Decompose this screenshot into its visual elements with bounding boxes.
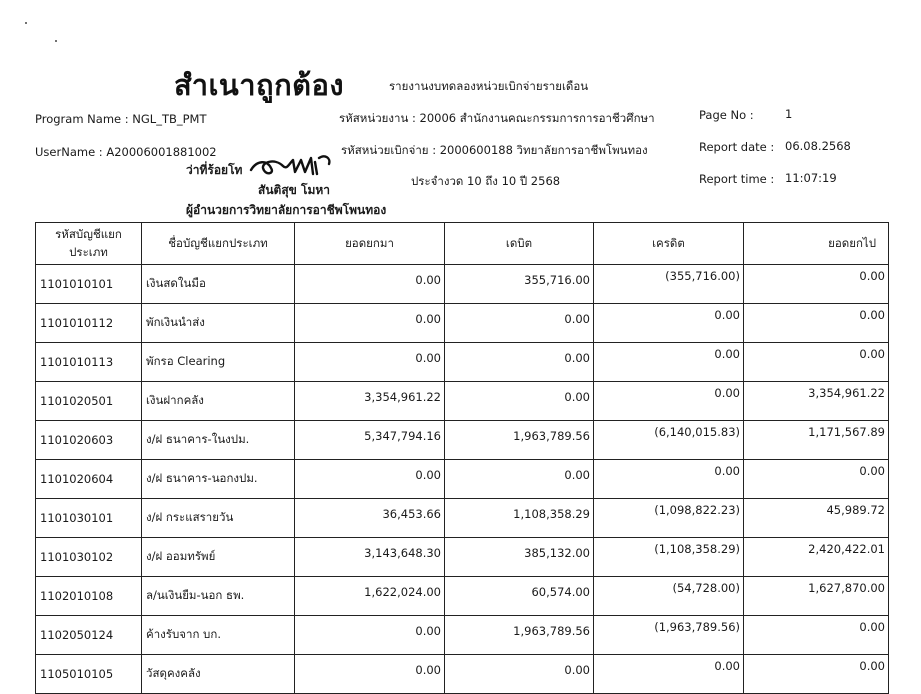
table-row [36,265,889,304]
carried-forward-cell: 1,627,870.00 [744,577,889,616]
account-code-cell: 1101010113 [36,343,142,382]
account-code-cell: 1102050124 [36,616,142,655]
report-period: ประจำงวด 10 ถึง 10 ปี 2568 [411,174,561,188]
disbursing-unit-line: รหัสหน่วยเบิกจ่าย : 2000600188 วิทยาลัยการอาชีพโพนทอง [341,143,648,157]
brought-forward-cell: 36,453.66 [295,499,445,538]
account-name-cell: พักเงินนำส่ง [142,304,295,343]
credit-cell: 0.00 [594,655,744,694]
page-no-value: 1 [785,107,793,121]
account-code-cell: 1101020603 [36,421,142,460]
program-name: Program Name : NGL_TB_PMT [35,112,207,126]
account-name-cell: วัสดุคงคลัง [142,655,295,694]
debit-cell: 60,574.00 [445,577,594,616]
credit-cell: 0.00 [594,460,744,499]
report-time-label: Report time : [699,172,775,186]
report-title: รายงานงบทดลองหน่วยเบิกจ่ายรายเดือน [389,79,589,93]
credit-cell: (1,108,358.29) [594,538,744,577]
brought-forward-cell: 0.00 [295,265,445,304]
account-name-cell: ง/ฝ ธนาคาร-ในงปม. [142,421,295,460]
carried-forward-cell: 0.00 [744,655,889,694]
scan-speck [55,40,57,42]
carried-forward-cell: 0.00 [744,616,889,655]
account-code-cell: 1101020604 [36,460,142,499]
scan-speck [25,22,27,24]
carried-forward-cell: 0.00 [744,343,889,382]
table-row [36,421,889,460]
header-debit: เดบิต [445,223,594,265]
brought-forward-cell: 3,143,648.30 [295,538,445,577]
header-account-code: รหัสบัญชีแยกประเภท [36,223,142,265]
table-row [36,499,889,538]
debit-cell: 1,963,789.56 [445,421,594,460]
debit-cell: 1,963,789.56 [445,616,594,655]
table-row [36,382,889,421]
table-row [36,460,889,499]
brought-forward-cell: 0.00 [295,655,445,694]
credit-cell: (355,716.00) [594,265,744,304]
brought-forward-cell: 3,354,961.22 [295,382,445,421]
debit-cell: 0.00 [445,460,594,499]
header-credit: เครดิต [594,223,744,265]
carried-forward-cell: 0.00 [744,460,889,499]
header-brought-forward: ยอดยกมา [295,223,445,265]
credit-cell: (1,098,822.23) [594,499,744,538]
account-name-cell: เงินฝากคลัง [142,382,295,421]
credit-cell: 0.00 [594,382,744,421]
table-row [36,577,889,616]
table-row [36,655,889,694]
account-code-cell: 1101030101 [36,499,142,538]
debit-cell: 0.00 [445,343,594,382]
report-time-value: 11:07:19 [785,171,837,185]
account-code-cell: 1105010105 [36,655,142,694]
debit-cell: 1,108,358.29 [445,499,594,538]
brought-forward-cell: 0.00 [295,460,445,499]
debit-cell: 0.00 [445,304,594,343]
debit-cell: 385,132.00 [445,538,594,577]
brought-forward-cell: 0.00 [295,343,445,382]
credit-cell: (6,140,015.83) [594,421,744,460]
credit-cell: (54,728.00) [594,577,744,616]
trial-balance-table [35,222,889,694]
table-row [36,304,889,343]
header-account-name: ชื่อบัญชีแยกประเภท [142,223,295,265]
account-name-cell: ง/ฝ ธนาคาร-นอกงปม. [142,460,295,499]
account-name-cell: ง/ฝ กระแสรายวัน [142,499,295,538]
debit-cell: 0.00 [445,655,594,694]
carried-forward-cell: 45,989.72 [744,499,889,538]
account-code-cell: 1101030102 [36,538,142,577]
carried-forward-cell: 2,420,422.01 [744,538,889,577]
account-name-cell: เงินสดในมือ [142,265,295,304]
signature [245,152,335,180]
report-date-label: Report date : [699,140,775,154]
credit-cell: 0.00 [594,343,744,382]
account-name-cell: ง/ฝ ออมทรัพย์ [142,538,295,577]
carried-forward-cell: 0.00 [744,304,889,343]
carried-forward-cell: 1,171,567.89 [744,421,889,460]
account-code-cell: 1101010112 [36,304,142,343]
credit-cell: (1,963,789.56) [594,616,744,655]
account-code-cell: 1101010101 [36,265,142,304]
table-row [36,538,889,577]
carried-forward-cell: 3,354,961.22 [744,382,889,421]
brought-forward-cell: 5,347,794.16 [295,421,445,460]
brought-forward-cell: 0.00 [295,304,445,343]
account-name-cell: ค้างรับจาก บก. [142,616,295,655]
certifier-rank: ว่าที่ร้อยโท [186,163,243,177]
brought-forward-cell: 0.00 [295,616,445,655]
account-code-cell: 1101020501 [36,382,142,421]
agency-line: รหัสหน่วยงาน : 20006 สำนักงานคณะกรรมการการอาชีวศึกษา [339,111,655,125]
account-name-cell: ล/นเงินยืม-นอก ธพ. [142,577,295,616]
certifier-position: ผู้อำนวยการวิทยาลัยการอาชีพโพนทอง [186,203,387,217]
page-no-label: Page No : [699,108,754,122]
table-row [36,616,889,655]
account-name-cell: พักรอ Clearing [142,343,295,382]
report-date-value: 06.08.2568 [785,139,851,153]
header-carried-forward: ยอดยกไป [744,223,889,265]
carried-forward-cell: 0.00 [744,265,889,304]
debit-cell: 0.00 [445,382,594,421]
certified-copy-stamp: สำเนาถูกต้อง [174,68,345,102]
debit-cell: 355,716.00 [445,265,594,304]
table-row [36,343,889,382]
user-name: UserName : A20006001881002 [35,145,217,159]
account-code-cell: 1102010108 [36,577,142,616]
certifier-name: สันติสุข โมหา [258,183,331,197]
table-header-row [36,223,889,265]
credit-cell: 0.00 [594,304,744,343]
brought-forward-cell: 1,622,024.00 [295,577,445,616]
signature-scribble [245,152,335,180]
